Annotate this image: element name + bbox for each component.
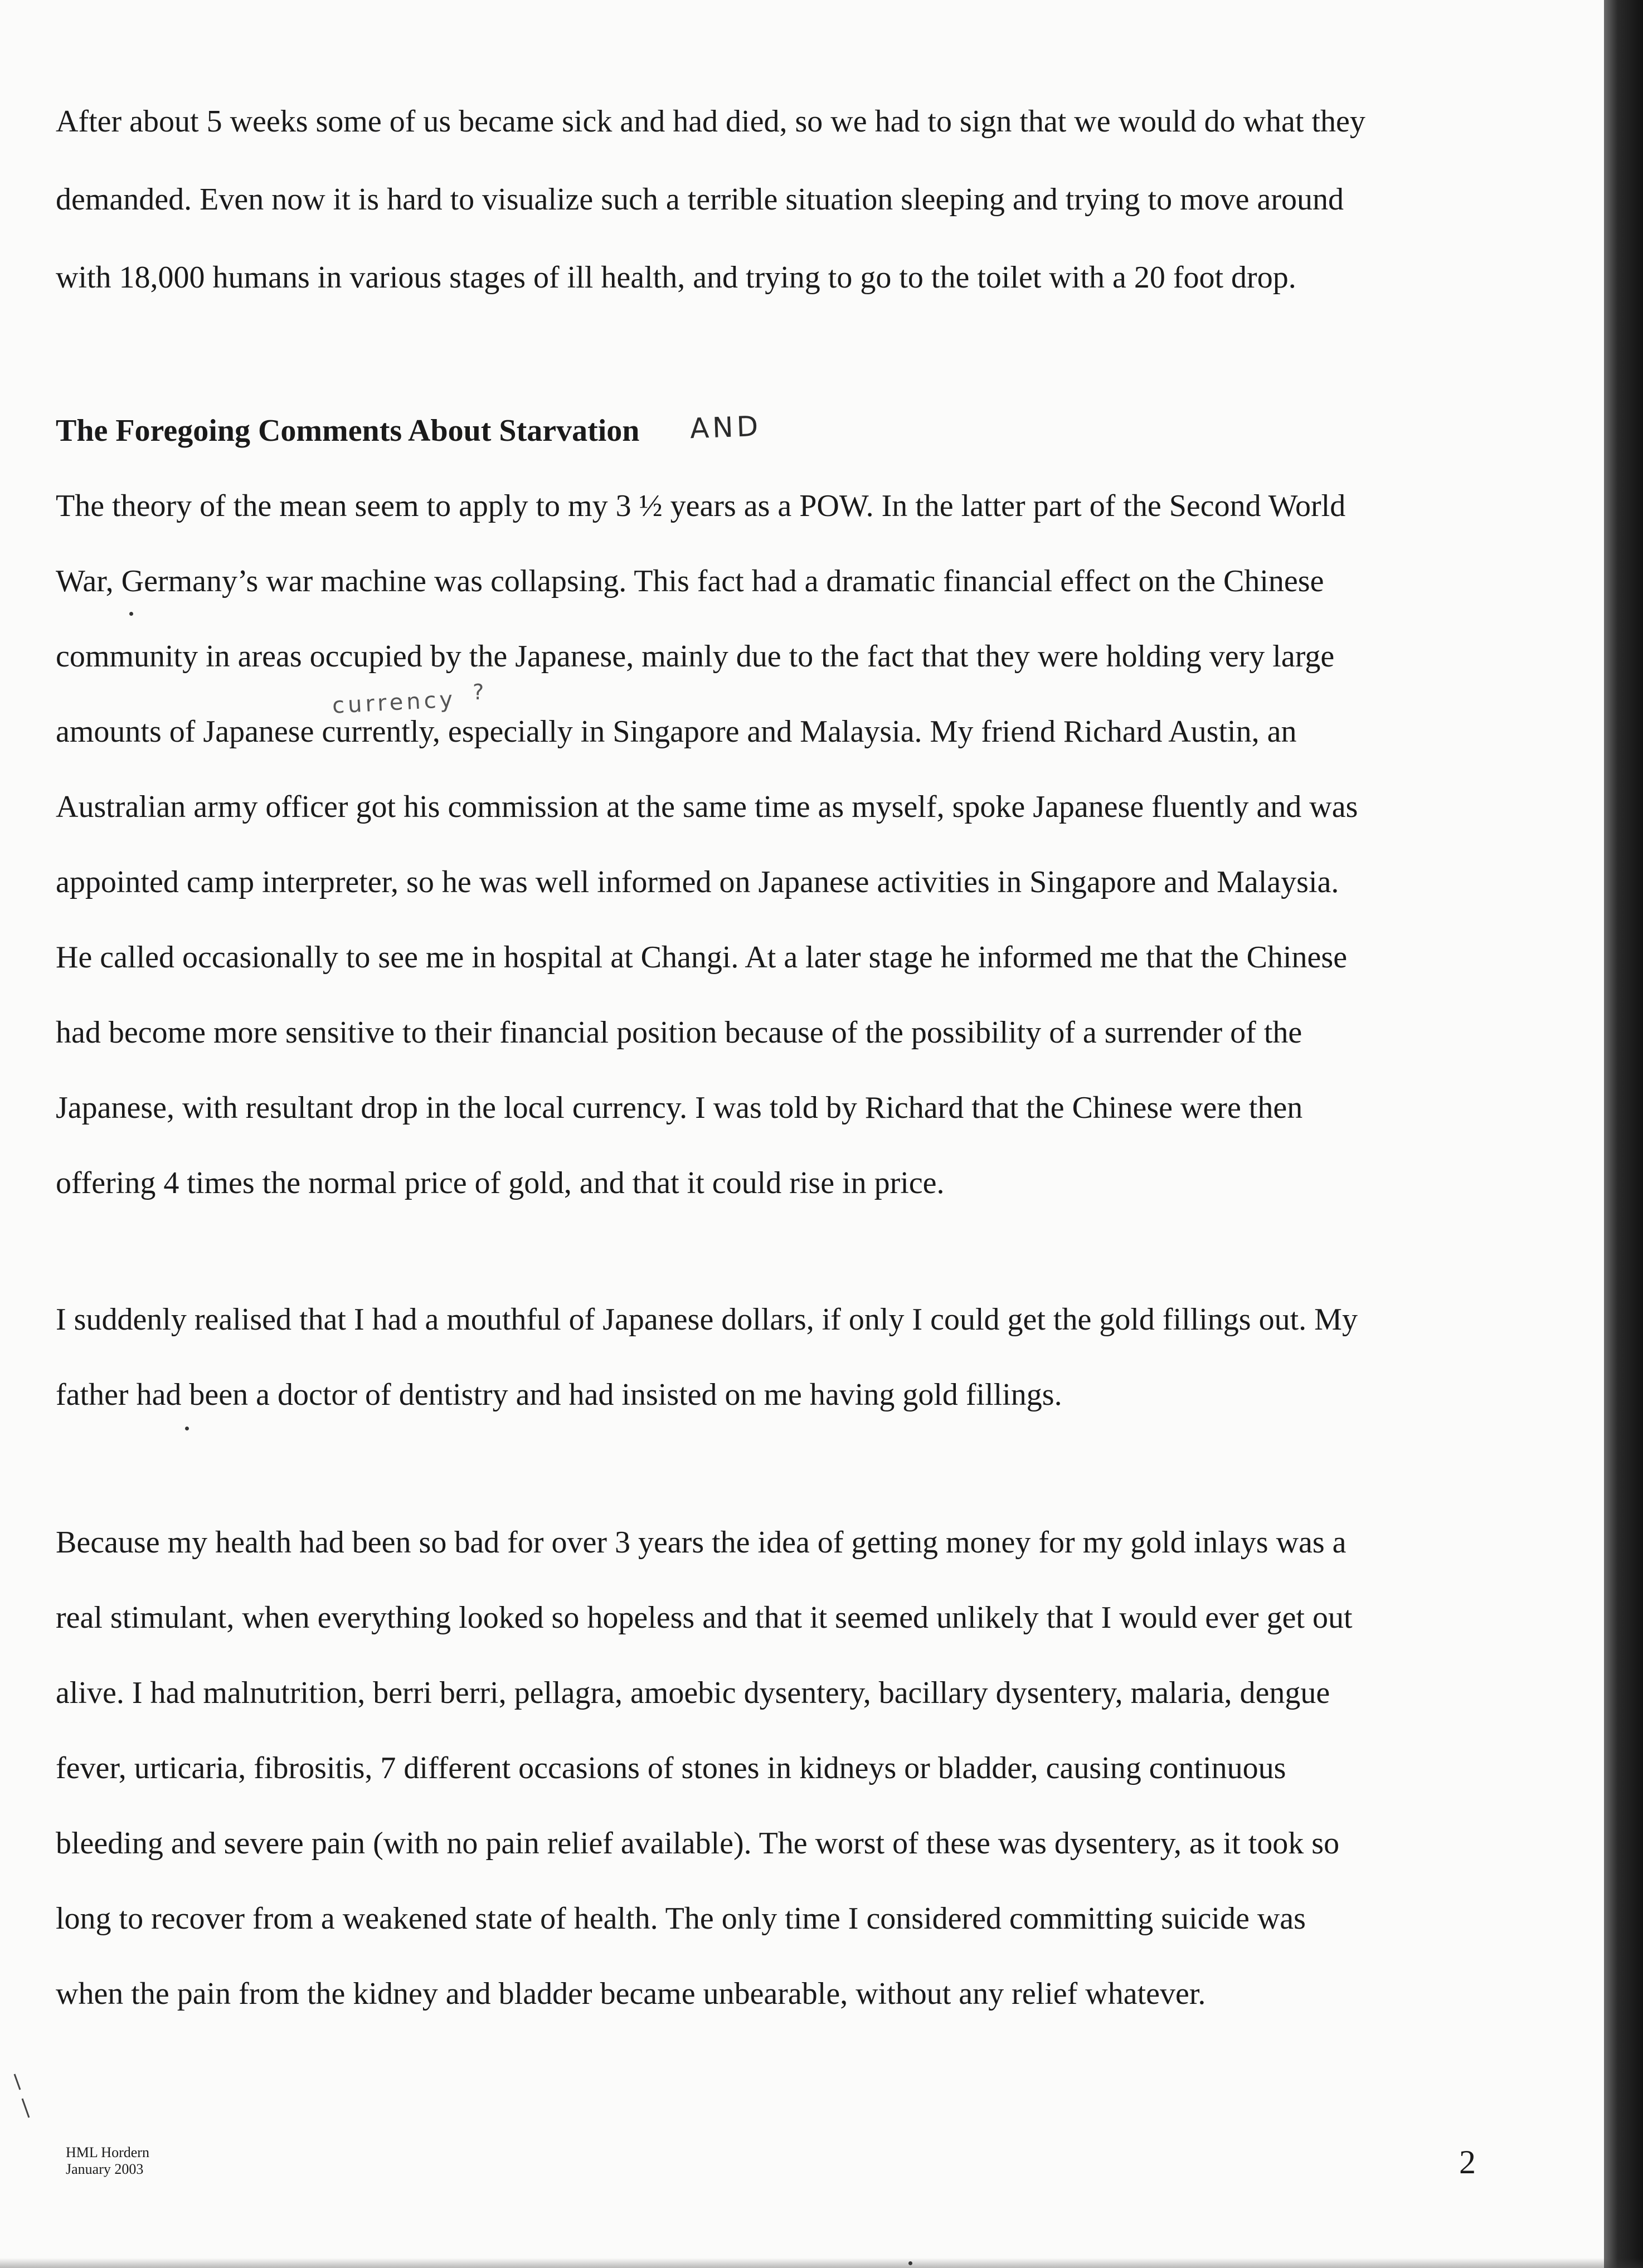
body-line: Japanese, with resultant drop in the local currency. I was told by Richard that the Chinese were then [56,1091,1303,1125]
margin-mark [12,2073,35,2123]
footer-date: January 2003 [66,2161,144,2177]
body-line: father had been a doctor of dentistry and had insisted on me having gold fillings. [56,1378,1062,1412]
body-line: I suddenly realised that I had a mouthful of Japanese dollars, if only I could get the gold fillings out. My [56,1302,1358,1337]
page-number: 2 [1459,2144,1476,2181]
footer-author: HML Hordern [66,2144,149,2160]
body-line: After about 5 weeks some of us became sick and had died, so we had to sign that we would do what they [56,104,1365,139]
body-line: alive. I had malnutrition, berri berri, pellagra, amoebic dysentery, bacillary dysentery, malaria, dengue [56,1676,1330,1710]
body-line: War, Germany’s war machine was collapsing. This fact had a dramatic financial effect on the Chinese [56,564,1324,598]
body-line: The theory of the mean seem to apply to my 3 ½ years as a POW. In the latter part of the Second World [56,489,1346,523]
body-line: had become more sensitive to their financial position because of the possibility of a surrender of the [56,1015,1302,1050]
scanner-edge-bottom [0,2258,1643,2268]
body-line: demanded. Even now it is hard to visualize such a terrible situation sleeping and trying to move around [56,182,1344,217]
body-line: He called occasionally to see me in hospital at Changi. At a later stage he informed me that the Chinese [56,940,1348,975]
scan-speck [129,612,133,616]
handwritten-and-annotation: AND [689,410,762,445]
body-line: Because my health had been so bad for over 3 years the idea of getting money for my gold inlays was a [56,1525,1347,1560]
body-line: bleeding and severe pain (with no pain relief available). The worst of these was dysentery, as it took so [56,1826,1340,1861]
body-line: long to recover from a weakened state of health. The only time I considered committing suicide was [56,1901,1306,1936]
body-line: appointed camp interpreter, so he was well informed on Japanese activities in Singapore and Malaysia. [56,865,1339,899]
body-line: Australian army officer got his commission at the same time as myself, spoke Japanese fluently and was [56,790,1358,824]
body-line: when the pain from the kidney and bladder became unbearable, without any relief whatever. [56,1977,1206,2011]
body-line: with 18,000 humans in various stages of ill health, and trying to go to the toilet with a 20 foot drop. [56,260,1296,295]
body-line: offering 4 times the normal price of gold, and that it could rise in price. [56,1166,945,1200]
scan-speck [185,1427,189,1430]
body-line: real stimulant, when everything looked so hopeless and that it seemed unlikely that I would ever get out [56,1600,1353,1635]
section-heading: The Foregoing Comments About Starvation [56,413,640,448]
handwritten-currency-annotation: currency [331,687,457,719]
scanner-edge [1604,0,1643,2268]
handwritten-question-mark: ? [473,680,488,704]
body-line: amounts of Japanese currently, especially in Singapore and Malaysia. My friend Richard Austin, an [56,714,1297,749]
body-line: fever, urticaria, fibrositis, 7 different occasions of stones in kidneys or bladder, causing continuous [56,1751,1286,1785]
body-line: community in areas occupied by the Japanese, mainly due to the fact that they were holding very large [56,639,1335,674]
